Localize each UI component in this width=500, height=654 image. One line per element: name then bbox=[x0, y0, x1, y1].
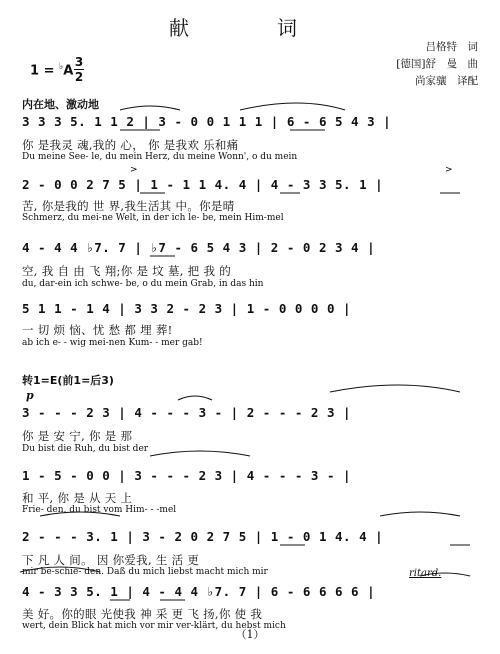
lyrics-chinese-2: 苦, 你是我的 世 界,我生活其 中。你是晴 bbox=[22, 199, 235, 213]
slur-8 bbox=[420, 573, 470, 576]
meter-bottom: 2 bbox=[74, 70, 84, 84]
translator-credit: 尚家骧 译配 bbox=[415, 75, 478, 87]
lyrics-chinese-8: 美 好。你的眼 光使我 神 采 更 飞 扬,你 使 我 bbox=[22, 607, 263, 621]
slur-6 bbox=[380, 512, 460, 516]
lyrics-chinese-3: 空, 我 自 由 飞 翔;你 是 坟 墓, 把 我 的 bbox=[22, 264, 231, 278]
slur-4 bbox=[150, 451, 250, 456]
lyrics-german-8: wert, dein Blick hat mich vor mir ver-klärt, du hebst mich bbox=[22, 621, 286, 631]
lyrics-german-7: mir be-schie- den. Daß du mich liebst macht mich mir bbox=[22, 567, 268, 577]
composer-credit: [德国]舒 曼 曲 bbox=[396, 58, 478, 70]
key-prefix: 1 = bbox=[30, 63, 59, 79]
svg-text:>: > bbox=[130, 165, 138, 175]
notation-line-7: 2 - - - 3. 1 | 3 - 2 0 2 7 5 | 1 - 0 1 4. 4 | bbox=[22, 529, 384, 544]
ritard-mark: ritard. bbox=[409, 568, 442, 579]
lyrics-german-4: ab ich e- - wig mei-nen Kum- - mer gab! bbox=[22, 338, 203, 348]
meter-top: 3 bbox=[74, 55, 84, 69]
lyrics-chinese-7: 下 凡 人 间。 因 你爱我, 生 活 更 bbox=[22, 553, 200, 567]
lyricist-credit: 吕格特 词 bbox=[425, 41, 478, 53]
lyrics-chinese-4: 一 切 烦 恼、忧 愁 都 埋 葬! bbox=[22, 323, 173, 337]
slur-3 bbox=[330, 385, 460, 392]
key-note: A bbox=[63, 63, 74, 79]
lyrics-german-3: du, dar-ein ich schwe- be, o du mein Grab, in das hin bbox=[22, 279, 264, 289]
song-title: 献 词 bbox=[169, 16, 331, 40]
lyrics-german-1: Du meine See- le, du mein Herz, du meine Wonn', o du mein bbox=[22, 152, 298, 162]
tie-1 bbox=[178, 396, 212, 400]
slur-1 bbox=[240, 103, 345, 110]
expression-mark: 内在地、激动地 bbox=[22, 98, 99, 111]
notation-line-2: 2 - 0 0 2 7 5 | 1 - 1 1 4. 4 | 4 - 3 3 5. 1 | bbox=[22, 177, 384, 192]
page-number: （1） bbox=[235, 628, 265, 641]
notation-line-1: 3 3 3 5. 1 1 2 | 3 - 0 0 1 1 1 | 6 - 6 5 4 3 | bbox=[22, 114, 392, 129]
flat-symbol: ♭ bbox=[59, 62, 64, 72]
slur-5 bbox=[40, 512, 120, 516]
dynamic-mark: p bbox=[26, 389, 34, 402]
lyrics-chinese-1: 你 是我灵 魂,我的 心， 你 是我欢 乐和痛 bbox=[22, 138, 239, 152]
slur-2 bbox=[120, 106, 180, 110]
lyrics-chinese-6: 和 平, 你 是 从 天 上 bbox=[22, 491, 133, 505]
lyrics-german-2: Schmerz, du mei-ne Welt, in der ich le- be, mein Him-mel bbox=[22, 213, 284, 223]
lyrics-german-5: Du bist die Ruh, du bist der bbox=[22, 444, 149, 454]
modulation-mark: 转1=E(前1=后3) bbox=[22, 374, 114, 387]
svg-text:>: > bbox=[445, 165, 453, 175]
notation-line-3: 4 - 4 4 ♭7. 7 | ♭7 - 6 5 4 3 | 2 - 0 2 3 4 | bbox=[22, 240, 376, 255]
lyrics-chinese-5: 你 是 安 宁, 你 是 那 bbox=[22, 429, 133, 443]
notation-line-6: 1 - 5 - 0 0 | 3 - - - 2 3 | 4 - - - 3 - | bbox=[22, 468, 352, 483]
lyrics-german-6: Frie- den, du bist vom Him- - -mel bbox=[22, 505, 177, 515]
slur-7 bbox=[20, 567, 100, 572]
notation-line-8: 4 - 3 3 5. 1 | 4 - 4 4 ♭7. 7 | 6 - 6 6 6 6 | bbox=[22, 584, 376, 599]
notation-line-5: 3 - - - 2 3 | 4 - - - 3 - | 2 - - - 2 3 | bbox=[22, 405, 352, 420]
notation-line-4: 5 1 1 - 1 4 | 3 3 2 - 2 3 | 1 - 0 0 0 0 | bbox=[22, 301, 352, 316]
